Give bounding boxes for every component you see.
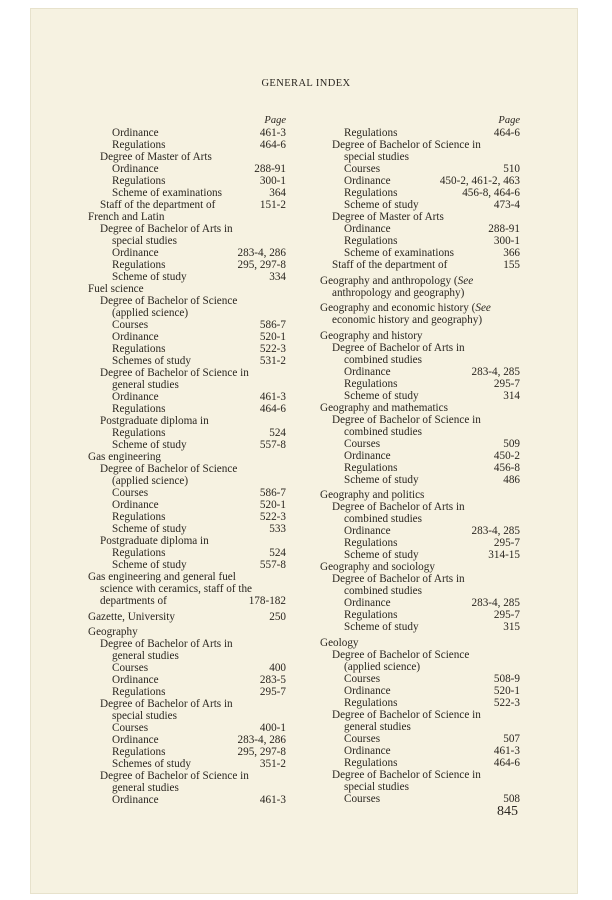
index-entry-label: Ordinance <box>112 499 159 511</box>
index-entry <box>88 379 286 391</box>
index-entry-label: Courses <box>344 437 381 450</box>
index-entry <box>320 649 520 661</box>
index-entry-label: Regulations <box>344 235 398 247</box>
index-entry <box>88 722 286 734</box>
index-entry-label: Regulations <box>112 403 166 415</box>
index-entry-label: Regulations <box>344 696 398 709</box>
index-entry <box>88 770 286 782</box>
index-entry <box>320 211 520 223</box>
index-entry <box>320 438 520 450</box>
index-column-right <box>320 114 520 805</box>
index-entry-pages: 288-91 <box>254 163 286 175</box>
index-entry <box>320 525 520 537</box>
index-entry-label: Regulations <box>112 686 166 698</box>
index-entry-label: Geography <box>88 626 138 638</box>
index-entry-pages: 366 <box>503 247 520 259</box>
index-entry-label: Courses <box>112 722 149 734</box>
index-entry-label: Ordinance <box>344 223 391 235</box>
index-entry <box>320 175 520 187</box>
index-entry-label: Degree of Bachelor of Arts in <box>100 698 233 710</box>
index-entry-label: Ordinance <box>112 331 159 343</box>
index-entry <box>88 247 286 259</box>
index-entry <box>320 223 520 235</box>
index-entry <box>320 781 520 793</box>
index-entry <box>320 450 520 462</box>
index-entry <box>88 523 286 535</box>
index-entry-label: Ordinance <box>112 794 159 806</box>
index-entry-label: Degree of Bachelor of Science in <box>100 770 249 782</box>
index-entry-label: Regulations <box>112 343 166 355</box>
index-entry-label: departments of <box>100 595 167 607</box>
index-entry-label: Degree of Bachelor of Arts in <box>332 341 465 354</box>
index-entry-pages: 461-3 <box>259 391 286 403</box>
index-entry <box>320 287 520 299</box>
index-entry-pages: 473-4 <box>493 199 520 211</box>
index-entry <box>88 367 286 379</box>
index-entry-label: Degree of Bachelor of Arts in <box>332 573 465 585</box>
index-entry <box>320 139 520 151</box>
index-entry-label: Ordinance <box>344 449 391 462</box>
index-entry <box>88 163 286 175</box>
index-entry-label: Geology <box>320 636 359 649</box>
index-entry-pages: 314 <box>503 389 520 402</box>
index-entry-pages: 283-4, 285 <box>471 365 520 378</box>
index-entry-pages: 464-6 <box>259 139 286 151</box>
index-entry <box>88 463 286 475</box>
index-entry <box>88 746 286 758</box>
index-entry <box>320 769 520 781</box>
index-entry-label: Ordinance <box>112 127 159 139</box>
index-entry-label: general studies <box>112 782 179 794</box>
index-entry-pages: 300-1 <box>493 235 520 247</box>
index-entry-label: Geography and history <box>320 329 423 342</box>
index-entry <box>88 235 286 247</box>
index-entry <box>88 211 286 223</box>
index-entry <box>320 342 520 354</box>
index-entry-label: Scheme of examinations <box>344 247 454 259</box>
index-entry-label: special studies <box>344 151 409 163</box>
index-entry-label: Scheme of study <box>344 389 419 402</box>
index-entry-label: Scheme of study <box>112 559 187 571</box>
index-entry-pages: 524 <box>269 547 286 559</box>
index-entry <box>88 638 286 650</box>
index-entry-pages: 508-9 <box>493 672 520 685</box>
index-entry-label: Courses <box>112 487 149 499</box>
index-entry-label: Degree of Bachelor of Science <box>332 648 470 661</box>
index-entry <box>88 571 286 583</box>
index-entry <box>88 199 286 211</box>
index-entry <box>320 275 520 287</box>
index-entry-pages: 283-4, 286 <box>237 247 286 259</box>
index-entry-label: Degree of Bachelor of Science <box>100 295 238 307</box>
index-entry <box>320 793 520 805</box>
index-entry-label: general studies <box>344 720 411 733</box>
index-entry-label: Regulations <box>112 259 166 271</box>
index-entry <box>320 489 520 501</box>
index-entry <box>320 745 520 757</box>
index-entry <box>320 721 520 733</box>
index-entry-label: Degree of Master of Arts <box>100 151 212 163</box>
index-entry-pages: 178-182 <box>248 595 286 607</box>
index-entry-pages: 288-91 <box>488 223 520 235</box>
index-entry-label: Ordinance <box>344 684 391 697</box>
index-entry-pages: 520-1 <box>259 331 286 343</box>
index-entry-label: Degree of Bachelor of Arts in <box>100 638 233 650</box>
index-entry <box>320 187 520 199</box>
index-entry-label: Geography and sociology <box>320 561 435 573</box>
index-entry <box>88 187 286 199</box>
index-entry-pages: 400 <box>269 662 286 674</box>
index-entry <box>320 673 520 685</box>
index-entry-label: Courses <box>344 672 381 685</box>
index-entry <box>88 319 286 331</box>
index-entry-pages: 315 <box>503 621 520 633</box>
index-entry-pages: 531-2 <box>259 355 286 367</box>
index-entry <box>320 585 520 597</box>
index-entry <box>88 547 286 559</box>
index-entry-label: combined studies <box>344 513 422 525</box>
index-entry <box>320 330 520 342</box>
index-entry <box>320 127 520 139</box>
index-entry-label: economic history and geography) <box>332 314 483 326</box>
index-entry-label: Regulations <box>112 139 166 151</box>
index-entry-pages: 509 <box>503 437 520 450</box>
index-entry <box>320 199 520 211</box>
index-entry <box>320 561 520 573</box>
index-entry-label: Ordinance <box>112 163 159 175</box>
index-entry-pages: 295-7 <box>493 609 520 621</box>
index-entry-label: Ordinance <box>112 247 159 259</box>
index-entry <box>320 757 520 769</box>
index-entry-label: Regulations <box>112 427 166 439</box>
index-entry-label: Regulations <box>344 537 398 549</box>
index-entry-pages: 295, 297-8 <box>237 746 286 758</box>
index-entry-label: Courses <box>344 163 381 175</box>
index-entry-label: Scheme of examinations <box>112 187 222 199</box>
index-entry-label: Geography and economic history (See <box>320 302 491 314</box>
index-entry <box>320 247 520 259</box>
index-entry-label: science with ceramics, staff of the <box>100 583 253 595</box>
index-entry <box>88 295 286 307</box>
index-entry <box>320 637 520 649</box>
index-entry-label: Fuel science <box>88 283 144 295</box>
index-entry-pages: 364 <box>269 187 286 199</box>
index-entry <box>320 378 520 390</box>
index-entry-label: Courses <box>112 319 149 331</box>
index-entry <box>88 511 286 523</box>
index-entry <box>88 674 286 686</box>
index-entry-label: French and Latin <box>88 211 165 223</box>
index-entry-label: Ordinance <box>344 525 391 537</box>
index-entry-label: Geography and mathematics <box>320 401 448 414</box>
index-entry-label: Ordinance <box>344 744 391 757</box>
index-entry <box>88 794 286 806</box>
index-entry <box>320 733 520 745</box>
index-entry-pages: 450-2 <box>493 449 520 462</box>
index-entry-label: Scheme of study <box>344 473 419 486</box>
index-entry-label: Gas engineering <box>88 451 162 463</box>
index-entry <box>320 661 520 673</box>
index-entry-label: Geography and politics <box>320 489 425 501</box>
index-entry-label: Degree of Bachelor of Science in <box>332 708 481 721</box>
index-entry <box>320 151 520 163</box>
index-entry <box>88 403 286 415</box>
index-entry <box>320 709 520 721</box>
index-entry-label: Staff of the department of <box>100 199 216 211</box>
page-column-header: Page <box>498 115 520 126</box>
index-entry <box>320 390 520 402</box>
index-entry <box>88 611 286 623</box>
index-entry <box>320 259 520 271</box>
index-entry <box>88 307 286 319</box>
index-entry-label: Degree of Bachelor of Science <box>100 463 238 475</box>
index-entry <box>88 223 286 235</box>
index-entry-label: Degree of Bachelor of Science in <box>332 768 481 781</box>
running-title: GENERAL INDEX <box>261 78 351 89</box>
index-entry-pages: 295, 297-8 <box>237 259 286 271</box>
index-entry <box>88 559 286 571</box>
index-entry <box>320 697 520 709</box>
index-entry-label: Regulations <box>344 756 398 769</box>
index-entry <box>320 537 520 549</box>
index-entry <box>320 314 520 326</box>
index-entry-pages: 400-1 <box>259 722 286 734</box>
page-number: 845 <box>497 804 518 819</box>
index-entry-pages: 464-6 <box>493 127 520 139</box>
index-entry <box>320 426 520 438</box>
index-entry-pages: 520-1 <box>259 499 286 511</box>
index-entry <box>320 621 520 633</box>
index-entry <box>88 698 286 710</box>
index-entry-label: Postgraduate diploma in <box>100 415 209 427</box>
index-entry <box>88 427 286 439</box>
index-entry-label: Degree of Bachelor of Arts in <box>332 501 465 513</box>
index-entry-label: Ordinance <box>112 391 159 403</box>
index-entry-pages: 507 <box>503 732 520 745</box>
index-entry-label: Degree of Master of Arts <box>332 211 444 223</box>
index-entry-label: Degree of Bachelor of Science in <box>100 367 249 379</box>
index-entry <box>88 439 286 451</box>
index-entry <box>88 595 286 607</box>
index-entry-label: Ordinance <box>344 597 391 609</box>
index-entry <box>88 175 286 187</box>
index-entry <box>320 414 520 426</box>
index-entry-label: Postgraduate diploma in <box>100 535 209 547</box>
index-entry <box>88 626 286 638</box>
index-entry-pages: 456-8 <box>493 461 520 474</box>
index-entry-label: Regulations <box>112 175 166 187</box>
index-entry-label: Ordinance <box>344 365 391 378</box>
index-entry-pages: 461-3 <box>259 794 286 806</box>
index-entry-label: Gas engineering and general fuel <box>88 571 236 583</box>
index-entry <box>320 163 520 175</box>
index-entry-pages: 533 <box>269 523 286 535</box>
index-entry-pages: 295-7 <box>259 686 286 698</box>
index-entry-pages: 314-15 <box>488 549 520 561</box>
index-entry-label: (applied science) <box>112 475 189 487</box>
index-column-left <box>88 114 286 806</box>
index-entry-label: Scheme of study <box>344 199 419 211</box>
index-entry-pages: 283-4, 285 <box>471 525 520 537</box>
index-entry-pages: 510 <box>503 163 520 175</box>
index-entry-label: Regulations <box>112 547 166 559</box>
index-entry-pages: 351-2 <box>259 758 286 770</box>
index-entry <box>88 127 286 139</box>
index-entry-label: Schemes of study <box>112 355 191 367</box>
index-entry-pages: 295-7 <box>493 537 520 549</box>
index-entry-label: Scheme of study <box>112 439 187 451</box>
index-entry <box>88 686 286 698</box>
index-entry-label: Schemes of study <box>112 758 191 770</box>
index-entry <box>88 331 286 343</box>
index-entry-pages: 155 <box>503 259 520 271</box>
index-entry-label: Scheme of study <box>112 271 187 283</box>
index-entry-label: Ordinance <box>112 734 159 746</box>
index-entry-label: combined studies <box>344 585 422 597</box>
index-entry <box>88 271 286 283</box>
index-entry-label: anthropology and geography) <box>332 286 465 299</box>
index-entry-pages: 334 <box>269 271 286 283</box>
index-entry <box>320 354 520 366</box>
index-entry-label: combined studies <box>344 353 422 366</box>
index-entry-label: Degree of Bachelor of Science in <box>332 413 481 426</box>
index-entry-label: Regulations <box>112 746 166 758</box>
index-entry-pages: 450-2, 461-2, 463 <box>439 175 520 187</box>
index-entry-pages: 456-8, 464-6 <box>462 187 520 199</box>
index-entry-pages: 461-3 <box>259 127 286 139</box>
index-entry <box>88 451 286 463</box>
index-entry-label: Gazette, University <box>88 610 175 623</box>
index-entry-label: general studies <box>112 650 179 662</box>
index-entry-label: Staff of the department of <box>332 259 448 271</box>
index-entry-label: special studies <box>344 780 409 793</box>
index-entry-label: Courses <box>344 792 381 805</box>
index-entry-label: general studies <box>112 379 179 391</box>
index-entry <box>320 597 520 609</box>
index-entry <box>88 355 286 367</box>
index-entry-pages: 486 <box>503 473 520 486</box>
index-entry-label: Ordinance <box>344 175 391 187</box>
index-entry <box>320 402 520 414</box>
index-entry-pages: 464-6 <box>493 756 520 769</box>
index-entry <box>88 415 286 427</box>
index-entry <box>88 535 286 547</box>
index-entry <box>320 302 520 314</box>
index-entry <box>88 391 286 403</box>
index-entry <box>320 462 520 474</box>
index-entry <box>88 499 286 511</box>
index-entry-pages: 522-3 <box>259 343 286 355</box>
index-entry-pages: 151-2 <box>259 199 286 211</box>
index-entry-label: Ordinance <box>112 674 159 686</box>
index-entry-pages: 283-5 <box>259 674 286 686</box>
index-entry-pages: 557-8 <box>259 559 286 571</box>
index-entry-pages: 283-4, 286 <box>237 734 286 746</box>
index-entry-pages: 295-7 <box>493 377 520 390</box>
index-entry-pages: 524 <box>269 427 286 439</box>
index-entry-label: Regulations <box>344 461 398 474</box>
index-entry <box>88 259 286 271</box>
index-entry-pages: 464-6 <box>259 403 286 415</box>
index-entry-label: Scheme of study <box>344 621 419 633</box>
index-entry-label: Degree of Bachelor of Arts in <box>100 223 233 235</box>
index-entry-label: Regulations <box>344 377 398 390</box>
index-entry-label: special studies <box>112 710 177 722</box>
index-entry-label: Regulations <box>112 511 166 523</box>
index-entry <box>88 782 286 794</box>
index-entry-pages: 508 <box>503 792 520 805</box>
index-entry <box>88 662 286 674</box>
index-entry-pages: 522-3 <box>259 511 286 523</box>
index-entry-pages: 586-7 <box>259 487 286 499</box>
index-entry-label: (applied science) <box>112 307 189 319</box>
index-entry-pages: 520-1 <box>493 684 520 697</box>
index-entry <box>320 235 520 247</box>
index-entry <box>88 583 286 595</box>
index-entry <box>88 487 286 499</box>
index-entry-label: Regulations <box>344 187 398 199</box>
index-entry <box>88 734 286 746</box>
index-entry-pages: 586-7 <box>259 319 286 331</box>
index-entry <box>320 366 520 378</box>
index-entry <box>320 573 520 585</box>
index-entry-label: combined studies <box>344 425 422 438</box>
index-entry-label: special studies <box>112 235 177 247</box>
index-entry <box>88 650 286 662</box>
index-entry <box>88 139 286 151</box>
index-entry-pages: 522-3 <box>493 696 520 709</box>
index-entry <box>88 475 286 487</box>
index-entry-label: (applied science) <box>344 660 421 673</box>
index-entry <box>320 609 520 621</box>
index-entry <box>88 343 286 355</box>
index-entry-pages: 250 <box>269 610 286 623</box>
index-entry-label: Courses <box>344 732 381 745</box>
index-entry <box>320 549 520 561</box>
index-entry-label: Courses <box>112 662 149 674</box>
index-entry <box>320 501 520 513</box>
index-entry-label: Geography and anthropology (See <box>320 274 474 287</box>
index-entry-pages: 300-1 <box>259 175 286 187</box>
index-entry <box>88 710 286 722</box>
index-entry-label: Scheme of study <box>344 549 419 561</box>
index-entry-pages: 557-8 <box>259 439 286 451</box>
index-entry <box>88 758 286 770</box>
index-entry <box>88 283 286 295</box>
index-entry <box>320 474 520 486</box>
index-entry-label: Scheme of study <box>112 523 187 535</box>
index-entry-label: Regulations <box>344 127 398 139</box>
index-entry-label: Regulations <box>344 609 398 621</box>
page-column-header: Page <box>264 115 286 126</box>
index-entry-label: Degree of Bachelor of Science in <box>332 139 481 151</box>
index-entry <box>88 151 286 163</box>
index-entry <box>320 685 520 697</box>
index-entry <box>320 513 520 525</box>
index-entry-pages: 461-3 <box>493 744 520 757</box>
index-entry-pages: 283-4, 285 <box>471 597 520 609</box>
